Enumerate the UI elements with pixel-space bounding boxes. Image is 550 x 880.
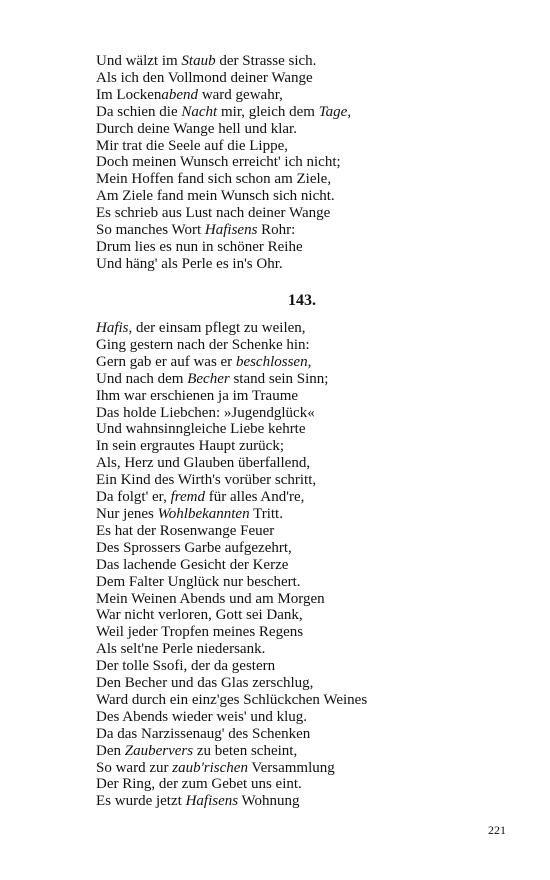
poem-line: [96, 540, 516, 557]
poem-line: [96, 489, 516, 506]
poem-line: [96, 239, 516, 256]
poem-line: [96, 557, 516, 574]
poem-text: Am Ziele fand mein Wunsch sich nicht.: [96, 188, 335, 205]
poem-text: Doch meinen Wunsch erreicht' ich nicht;: [96, 154, 341, 171]
poem-line: [96, 70, 516, 87]
poem-text: Mein Hoffen fand sich schon am Ziele,: [96, 171, 332, 188]
poem-italic-text: zaub'rischen: [172, 759, 248, 776]
poem-text: So ward zur: [96, 759, 173, 776]
poem-line: [96, 760, 516, 777]
poem-line: [96, 354, 516, 371]
poem-line: [96, 709, 516, 726]
poem-text: ward gewahr,: [198, 86, 283, 103]
poem-text: Als ich den Vollmond deiner Wange: [96, 69, 313, 86]
poem-text: Und wahnsinngleiche Liebe kehrte: [96, 421, 306, 438]
poem-text: Drum lies es nun in schöner Reihe: [96, 238, 303, 255]
poem-line: [96, 472, 516, 489]
poem-number: 143.: [288, 292, 316, 309]
poem-text: Und wälzt im: [96, 53, 182, 69]
poem-text: Ging gestern nach der Schenke hin:: [96, 336, 310, 353]
poem-line: [96, 658, 516, 675]
poem-line: [96, 574, 516, 591]
poem-text: für alles And're,: [205, 489, 305, 506]
poem-line: [96, 607, 516, 624]
poem-text: Dem Falter Unglück nur beschert.: [96, 573, 301, 590]
poem-line: [96, 138, 516, 155]
poem-line: [96, 743, 516, 760]
poem-text: Tritt.: [249, 505, 283, 522]
poem-italic-text: Hafisens: [185, 793, 239, 810]
poem-line: [96, 222, 516, 239]
poem-text: Nur jenes: [96, 505, 158, 522]
poem-line: [96, 256, 516, 273]
poem-italic-text: abend: [161, 86, 199, 103]
poem-italic-text: Becher: [187, 370, 230, 387]
poem-line: [96, 104, 516, 121]
poem-text: Mein Weinen Abends und am Morgen: [96, 590, 325, 607]
poem-line: [96, 455, 516, 472]
poem-text: Ward durch ein einz'ges Schlückchen Weines: [96, 691, 368, 708]
poem-text: Und nach dem: [96, 370, 188, 387]
poem-text: ,: [347, 103, 352, 120]
poem-italic-text: Tage: [318, 103, 348, 120]
poem-line: [96, 405, 516, 422]
poem-line: [96, 692, 516, 709]
poem-text: Da schien die: [96, 103, 182, 120]
poem-line: [96, 591, 516, 608]
poem-text: Es hat der Rosenwange Feuer: [96, 522, 275, 539]
poem-text: zu beten scheint,: [193, 742, 298, 759]
poem-line: [96, 624, 516, 641]
poem-text: Der Ring, der zum Gebet uns eint.: [96, 776, 302, 793]
poem-italic-text: Hafisens: [204, 222, 258, 239]
poem-text: Durch deine Wange hell und klar.: [96, 120, 297, 137]
poem-text: Gern gab er auf was er: [96, 353, 236, 370]
poem-line: [96, 337, 516, 354]
poem-text: War nicht verloren, Gott sei Dank,: [96, 607, 303, 624]
poem-text: Da folgt' er,: [96, 489, 171, 506]
poem-line: [96, 421, 516, 438]
poem-text: Versammlung: [247, 759, 335, 776]
poem-italic-text: Staub: [181, 53, 216, 69]
poem-italic-text: Hafis: [96, 320, 129, 336]
poem-line: [96, 205, 516, 222]
poem-text: Es schrieb aus Lust nach deiner Wange: [96, 205, 331, 222]
poem-text: stand sein Sinn;: [229, 370, 329, 387]
poem-line: [96, 641, 516, 658]
poem-text: Den Becher und das Glas zerschlug,: [96, 675, 314, 692]
poem-text: Der tolle Ssofi, der da gestern: [96, 658, 276, 675]
poem-text: Weil jeder Tropfen meines Regens: [96, 624, 304, 641]
poem-italic-text: fremd: [170, 489, 206, 506]
poem-line: [96, 388, 516, 405]
poem-stanza-top: [96, 53, 516, 273]
poem-line: [96, 776, 516, 793]
poem-text: Mir trat die Seele auf die Lippe,: [96, 137, 289, 154]
poem-text: Als, Herz und Glauben überfallend,: [96, 455, 311, 472]
poem-line: [96, 438, 516, 455]
poem-text: Und häng' als Perle es in's Ohr.: [96, 255, 283, 272]
poem-text: Ihm war erschienen ja im Traume: [96, 387, 299, 404]
poem-italic-text: Zaubervers: [124, 742, 194, 759]
poem-line: [96, 726, 516, 743]
poem-line: [96, 154, 516, 171]
poem-line: [96, 320, 516, 337]
poem-italic-text: beschlossen: [235, 353, 308, 370]
poem-text: , der einsam pflegt zu weilen,: [128, 320, 306, 336]
poem-text: ,: [307, 353, 312, 370]
poem-line: [96, 675, 516, 692]
poem-text: Des Sprossers Garbe aufgezehrt,: [96, 539, 292, 556]
poem-line: [96, 506, 516, 523]
poem-line: [96, 188, 516, 205]
poem-text: Des Abends wieder weis' und klug.: [96, 708, 308, 725]
poem-text: mir, gleich dem: [217, 103, 319, 120]
poem-line: [96, 121, 516, 138]
poem-text: So manches Wort: [96, 222, 205, 239]
poem-text: Rohr:: [257, 222, 296, 239]
poem-text: Das lachende Gesicht der Kerze: [96, 556, 289, 573]
poem-text: Es wurde jetzt: [96, 793, 186, 810]
poem-text: Im Locken: [96, 86, 162, 103]
poem-stanza-main: [96, 320, 516, 810]
poem-text: Da das Narzissenaug' des Schenken: [96, 725, 311, 742]
poem-text: Als selt'ne Perle niedersank.: [96, 641, 266, 658]
poem-text: Wohnung: [238, 793, 300, 810]
page-number: 221: [488, 823, 506, 837]
poem-text: Den: [96, 742, 125, 759]
poem-text: Das holde Liebchen: »Jugendglück«: [96, 404, 315, 421]
poem-line: [96, 87, 516, 104]
poem-line: [96, 793, 516, 810]
poem-line: [96, 371, 516, 388]
poem-italic-text: Wohlbekannten: [157, 505, 250, 522]
poem-line: [96, 171, 516, 188]
poem-text: In sein ergrautes Haupt zurück;: [96, 438, 284, 455]
poem-line: [96, 53, 516, 70]
poem-italic-text: Nacht: [181, 103, 218, 120]
poem-text: der Strasse sich.: [215, 53, 317, 69]
poem-text: Ein Kind des Wirth's vorüber schritt,: [96, 472, 317, 489]
poem-line: [96, 523, 516, 540]
